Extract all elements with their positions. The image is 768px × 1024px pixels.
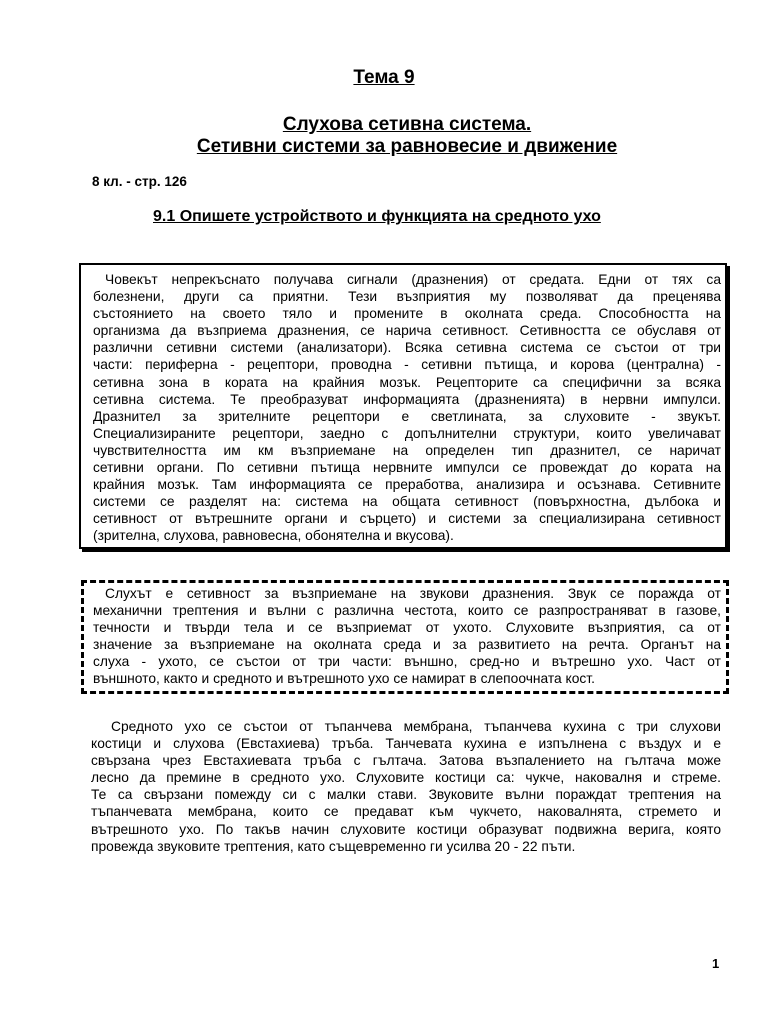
paragraph-line: организма да възприема дразнения, се нарича сетивност. Сетивността се обуславя от bbox=[93, 323, 721, 339]
paragraph-line: външното, както и средното и вътрешното ухо се намират в слепоочната кост. bbox=[93, 671, 595, 687]
middle-ear-paragraph bbox=[91, 718, 721, 855]
paragraph-line: костици и слухова (Евстахиева) тръба. Танчевата кухина е изпълнена с въздух и е bbox=[91, 736, 721, 752]
paragraph-line: сетивна зона в кората на крайния мозък. Рецепторите са специфични за всяка bbox=[93, 374, 721, 390]
page-number: 1 bbox=[712, 956, 720, 971]
paragraph-line: значение за възприемане на околната среда и за развитието на речта. Органът на bbox=[93, 637, 721, 653]
question-heading: 9.1 Опишете устройството и функцията на средното ухо bbox=[153, 208, 601, 225]
paragraph-line: лесно да премине в средното ухо. Слуховите костици са: чукче, наковалня и стреме. bbox=[91, 770, 721, 786]
paragraph-line: Слухът е сетивност за възприемане на звукови дразнения. Звук се поражда от bbox=[105, 586, 721, 601]
paragraph-line: тъпанчевата мембрана, които се предават към чукчето, наковалнята, стремето и bbox=[91, 804, 721, 820]
paragraph-line: слуха - ухото, се състои от три части: външно, сред-но и вътрешно ухо. Част от bbox=[93, 654, 721, 670]
paragraph-line: провежда звуковите трептения, като същевременно ги усилва 20 - 22 пъти. bbox=[91, 838, 576, 854]
title-line-2: Сетивни системи за равновесие и движение bbox=[196, 136, 618, 157]
paragraph-line: течности и твърди тела и се възприемат от ухото. Слуховите възприятия, са от bbox=[93, 620, 721, 636]
intro-paragraph bbox=[93, 271, 721, 545]
paragraph-line: сетивност от вътрешните органи и сърцето) и системи за специализирана сетивност bbox=[93, 511, 721, 527]
paragraph-line: чувствителността им км възприемане на определен тип дразнител, се наричат bbox=[93, 442, 721, 458]
paragraph-line: механични трептения и вълни с различна честота, които се разпространяват в газове, bbox=[93, 603, 721, 619]
paragraph-line: сетивни органи. По сетивни пътища нервните импулси се провеждат до кората на bbox=[93, 460, 721, 476]
paragraph-line: Дразнител за зрителните рецептори е светлината, за слуховите - звукът. bbox=[93, 408, 721, 424]
paragraph-line: Средното ухо се състои от тъпанчева мембрана, тъпанчева кухина с три слухови bbox=[111, 719, 721, 734]
topic-heading: Тема 9 bbox=[353, 67, 415, 88]
paragraph-line: болезнени, други са приятни. Тези възприятия му позволяват да преценява bbox=[93, 289, 721, 305]
paragraph-line: свързана чрез Евстахиевата тръба с гълтача. Затова възпалението на гълтача може bbox=[91, 753, 721, 769]
hearing-paragraph bbox=[93, 585, 721, 688]
grade-reference: 8 кл. - стр. 126 bbox=[92, 174, 187, 189]
paragraph-line: вътрешното ухо. По такъв начин слуховите костици образуват подвижна верига, която bbox=[91, 821, 721, 837]
paragraph-line: системи се разделят на: система на общата сетивност (повърхностна, дълбока и bbox=[93, 494, 721, 510]
paragraph-line: сетивна система. Те преобразуват информацията (дразненията) в нервни импулси. bbox=[93, 391, 721, 407]
paragraph-line: Специализираните рецептори, заедно с допълнителни структури, които увеличават bbox=[93, 425, 721, 441]
paragraph-line: Човекът непрекъснато получава сигнали (дразнения) от средата. Едни от тях са bbox=[105, 272, 721, 287]
title-line-1: Слухова сетивна система. bbox=[282, 114, 532, 135]
paragraph-line: Те са свързани помежду си с малки стави. Звуковите вълни пораждат трептения на bbox=[91, 787, 721, 803]
paragraph-line: различни сетивни системи (анализатори). Всяка сетивна система се състои от три bbox=[93, 340, 721, 356]
paragraph-line: (зрителна, слухова, равновесна, обонятелна и вкусова). bbox=[93, 528, 454, 544]
paragraph-line: състоянието на своето тяло и промените в околната среда. Способността на bbox=[93, 306, 721, 322]
paragraph-line: части: периферна - рецептори, проводна - сетивни пътища, и корова (централна) - bbox=[93, 357, 721, 373]
paragraph-line: крайния мозък. Там информацията се преработва, анализира и осъзнава. Сетивните bbox=[93, 477, 721, 493]
